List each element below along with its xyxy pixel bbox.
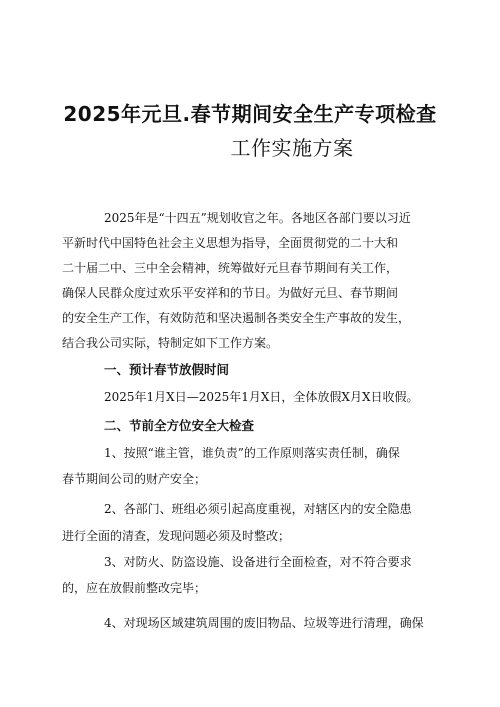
- section-heading-holiday: 一、预计春节放假时间: [104, 362, 230, 377]
- list-item-4-line-1: 4、对现场区域建筑周围的废旧物品、垃圾等进行清理，确保: [104, 616, 424, 630]
- intro-line: 二十届二中、三中全会精神，统筹做好元旦春节期间有关工作，: [62, 261, 399, 275]
- list-item-1-line-2: 春节期间公司的财产安全；: [62, 472, 207, 486]
- list-item-3-line-2: 的，应在放假前整改完毕；: [62, 581, 207, 595]
- document-title-line-2: 工作实施方案: [230, 136, 354, 160]
- list-item-2-line-1: 2、各部门、班组必须引起高度重视，对辖区内的安全隐患: [104, 502, 412, 516]
- list-item-3-line-1: 3、对防火、防盗设施、设备进行全面检查，对不符合要求: [104, 555, 412, 569]
- intro-line: 结合我公司实际，特制定如下工作方案。: [62, 336, 279, 350]
- intro-line: 确保人民群众度过欢乐平安祥和的节日。为做好元旦、春节期间: [62, 286, 399, 300]
- intro-line: 的安全生产工作，有效防范和坚决遏制各类安全生产事故的发生，: [62, 311, 411, 325]
- list-item-1-line-1: 1、按照“谁主管，谁负责”的工作原则落实责任制，确保: [104, 446, 400, 460]
- intro-line: 平新时代中国特色社会主义思想为指导，全面贯彻党的二十大和: [62, 236, 399, 250]
- intro-line: 2025年是“十四五”规划收官之年。各地区各部门要以习近: [104, 211, 411, 225]
- section-heading-inspection: 二、节前全方位安全大检查: [104, 418, 255, 433]
- document-title-line-1: 2025年元旦.春节期间安全生产专项检查: [63, 102, 437, 126]
- list-item-2-line-2: 进行全面的清查，发现问题必须及时整改；: [62, 529, 291, 543]
- holiday-dates-text: 2025年1月X日—2025年1月X日，全体放假X月X日收假。: [104, 390, 419, 404]
